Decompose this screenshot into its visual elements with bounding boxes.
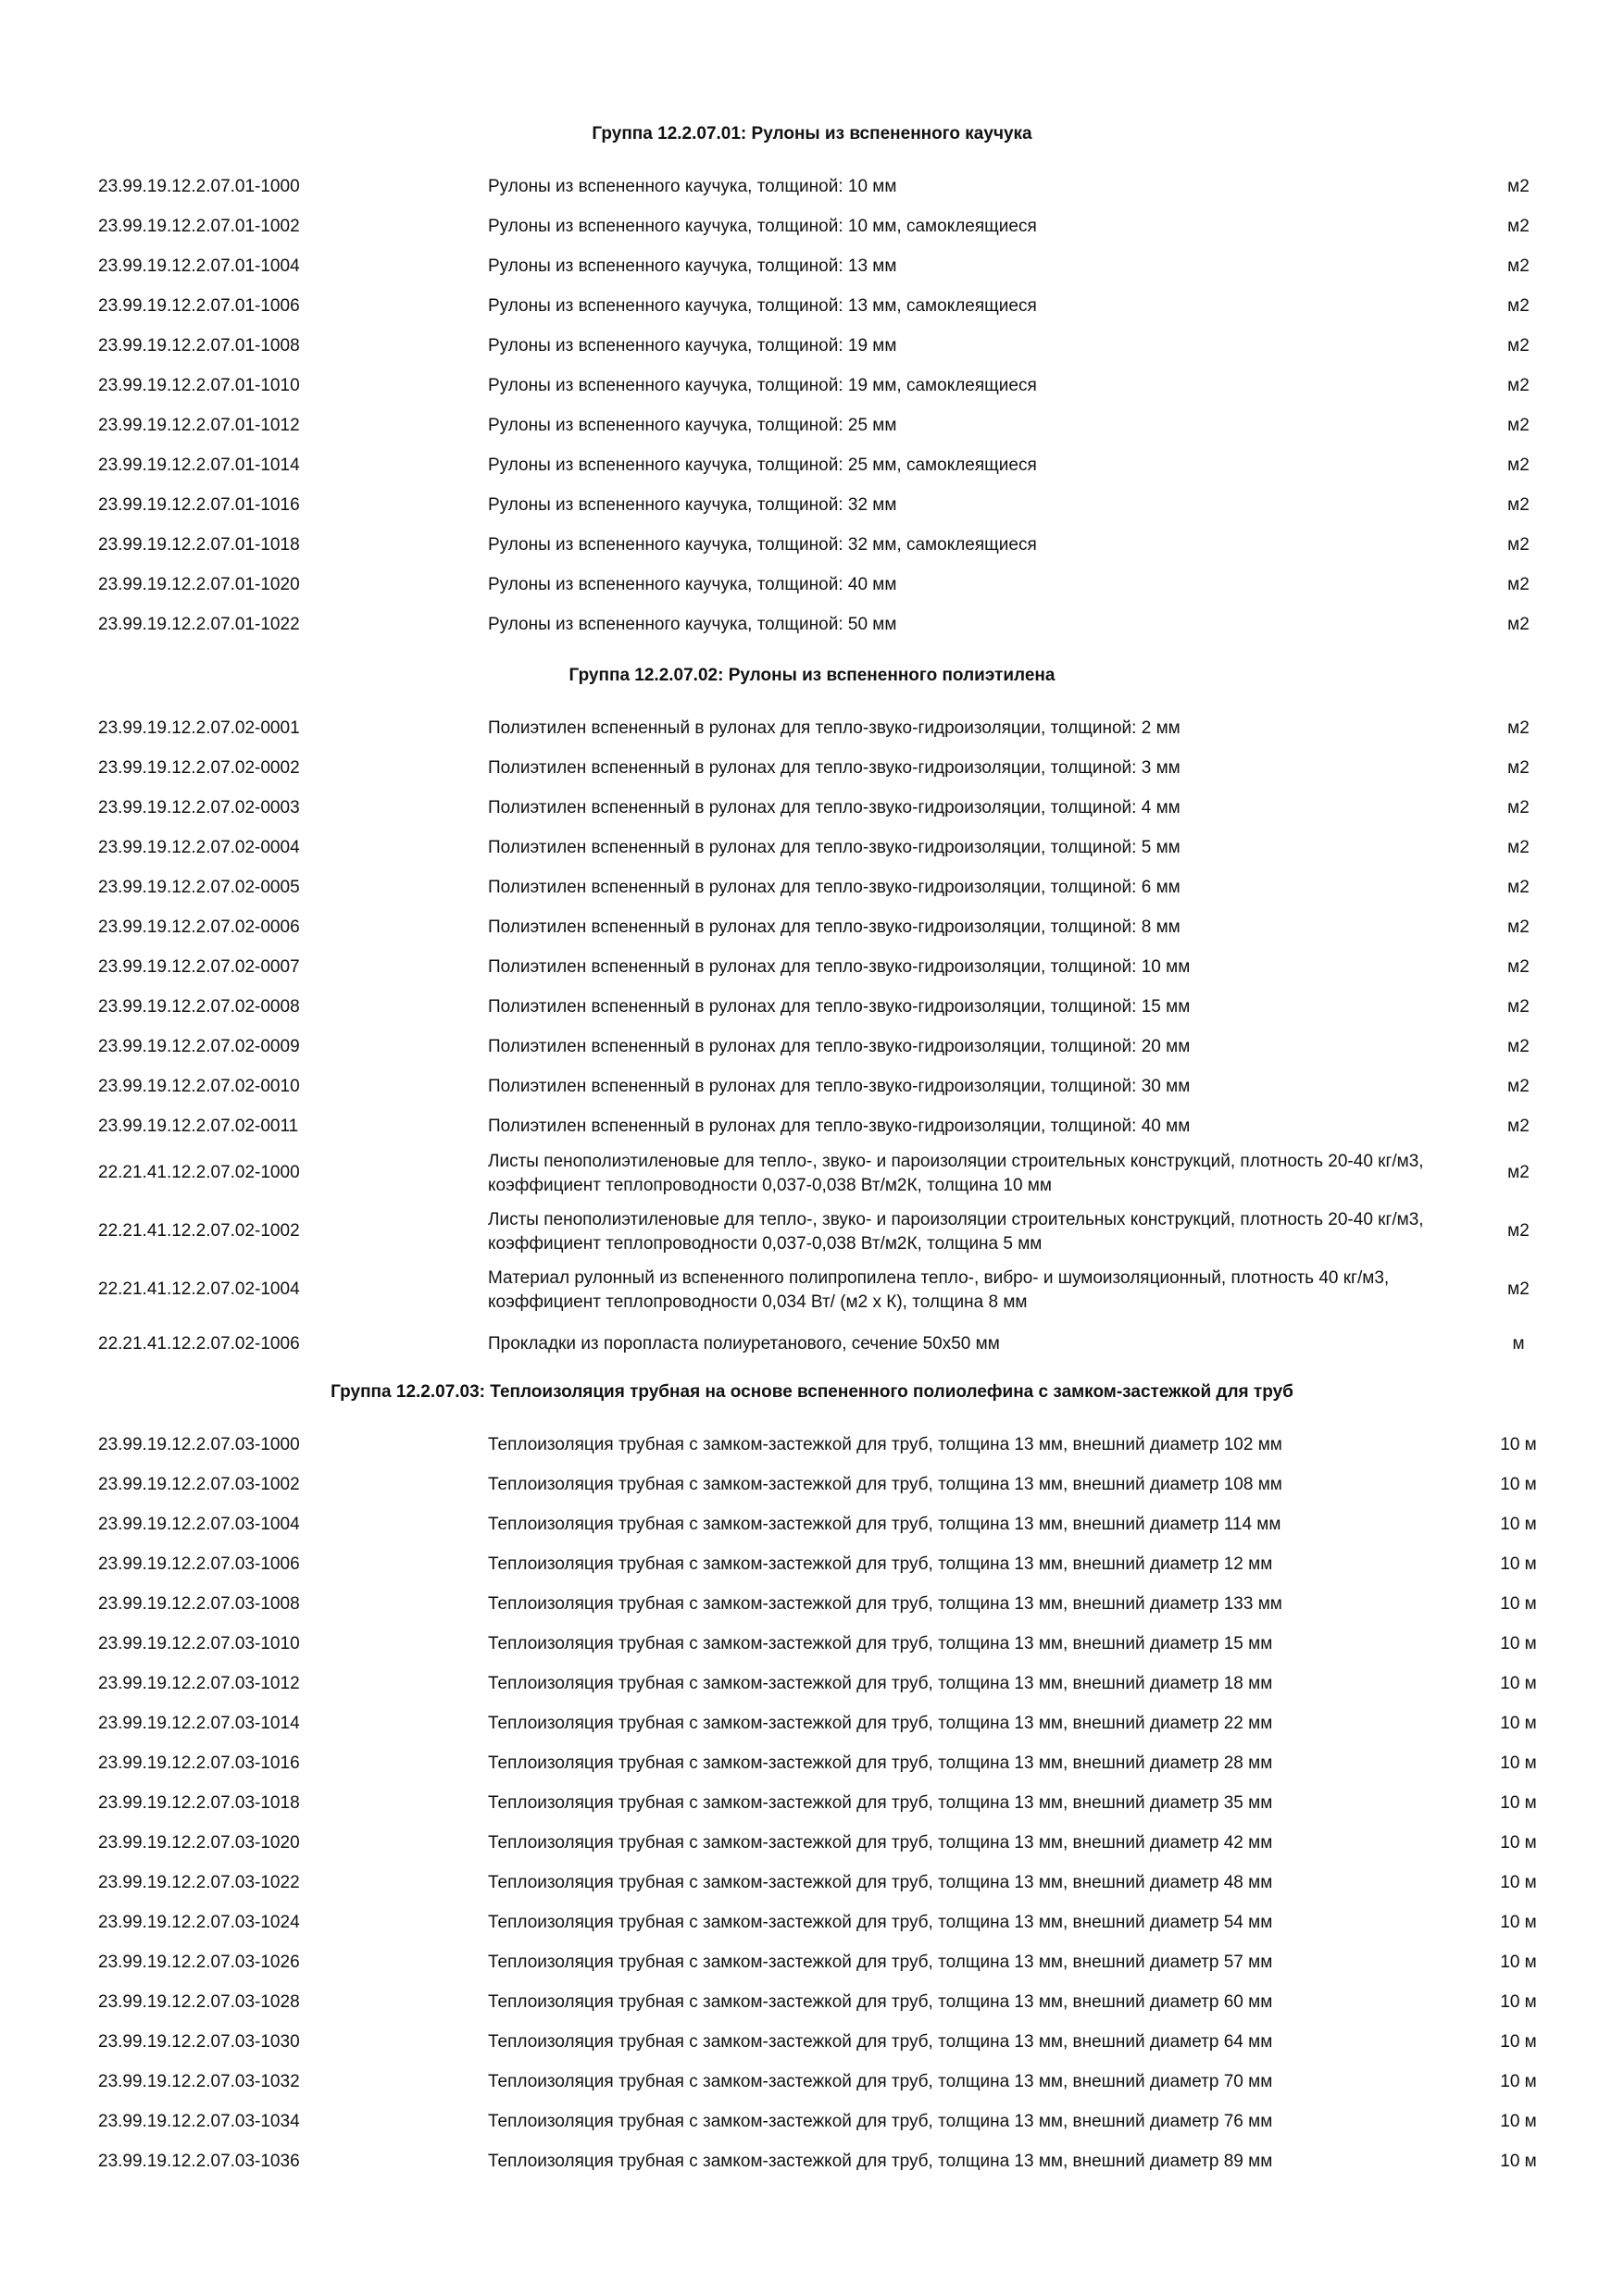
item-code: 23.99.19.12.2.07.02-0001 <box>98 718 300 738</box>
item-code: 23.99.19.12.2.07.03-1034 <box>98 2112 300 2131</box>
item-description: Рулоны из вспененного каучука, толщиной: 10 мм <box>488 177 897 196</box>
item-code: 23.99.19.12.2.07.03-1026 <box>98 1953 300 1972</box>
item-code: 23.99.19.12.2.07.02-0003 <box>98 798 300 817</box>
item-code: 23.99.19.12.2.07.01-1022 <box>98 615 300 634</box>
item-unit: м2 <box>1507 758 1530 778</box>
item-unit: м2 <box>1507 256 1530 276</box>
item-code: 23.99.19.12.2.07.02-0008 <box>98 997 300 1017</box>
item-code: 23.99.19.12.2.07.02-0006 <box>98 917 300 937</box>
item-unit: м2 <box>1507 1077 1530 1096</box>
item-description: Рулоны из вспененного каучука, толщиной: 13 мм, самоклеящиеся <box>488 296 1037 316</box>
item-description: Теплоизоляция трубная с замком-застежкой для труб, толщина 13 мм, внешний диаметр 76 мм <box>488 2112 1273 2131</box>
item-unit: м2 <box>1507 575 1530 594</box>
item-code: 23.99.19.12.2.07.03-1028 <box>98 1992 300 2012</box>
item-description: Теплоизоляция трубная с замком-застежкой для труб, толщина 13 мм, внешний диаметр 108 мм <box>488 1475 1282 1494</box>
item-code: 23.99.19.12.2.07.03-1000 <box>98 1435 300 1454</box>
item-description: Прокладки из поропласта полиуретанового, сечение 50х50 мм <box>488 1334 1000 1354</box>
item-unit: 10 м <box>1500 2032 1537 2052</box>
item-description: Полиэтилен вспененный в рулонах для тепло-звуко-гидроизоляции, толщиной: 20 мм <box>488 1037 1191 1056</box>
item-description: Полиэтилен вспененный в рулонах для тепло-звуко-гидроизоляции, толщиной: 4 мм <box>488 798 1181 817</box>
item-code: 22.21.41.12.2.07.02-1006 <box>98 1334 300 1354</box>
item-code: 23.99.19.12.2.07.01-1006 <box>98 296 300 316</box>
item-description: Рулоны из вспененного каучука, толщиной: 25 мм <box>488 416 897 435</box>
item-unit: м2 <box>1507 798 1530 817</box>
item-unit: 10 м <box>1500 1554 1537 1574</box>
item-description: Рулоны из вспененного каучука, толщиной: 32 мм <box>488 495 897 515</box>
item-code: 23.99.19.12.2.07.01-1008 <box>98 336 300 356</box>
group-title: Группа 12.2.07.03: Теплоизоляция трубная на основе вспененного полиолефина с замком-застежкой для труб <box>331 1382 1293 1402</box>
item-description: Рулоны из вспененного каучука, толщиной: 32 мм, самоклеящиеся <box>488 535 1037 555</box>
item-description: Полиэтилен вспененный в рулонах для тепло-звуко-гидроизоляции, толщиной: 8 мм <box>488 917 1181 937</box>
item-code: 23.99.19.12.2.07.03-1024 <box>98 1913 300 1932</box>
item-description: Полиэтилен вспененный в рулонах для тепло-звуко-гидроизоляции, толщиной: 10 мм <box>488 957 1191 977</box>
item-description: Полиэтилен вспененный в рулонах для тепло-звуко-гидроизоляции, толщиной: 2 мм <box>488 718 1181 738</box>
item-code: 23.99.19.12.2.07.01-1018 <box>98 535 300 555</box>
item-description: Рулоны из вспененного каучука, толщиной: 19 мм <box>488 336 897 356</box>
item-unit: 10 м <box>1500 1953 1537 1972</box>
item-code: 23.99.19.12.2.07.02-0005 <box>98 878 300 897</box>
item-description: Теплоизоляция трубная с замком-застежкой для труб, толщина 13 мм, внешний диаметр 70 мм <box>488 2072 1273 2091</box>
item-code: 23.99.19.12.2.07.01-1016 <box>98 495 300 515</box>
item-description: Полиэтилен вспененный в рулонах для тепло-звуко-гидроизоляции, толщиной: 6 мм <box>488 878 1181 897</box>
item-code: 23.99.19.12.2.07.03-1032 <box>98 2072 300 2091</box>
item-code: 23.99.19.12.2.07.03-1022 <box>98 1873 300 1892</box>
item-description: Полиэтилен вспененный в рулонах для тепло-звуко-гидроизоляции, толщиной: 15 мм <box>488 997 1191 1017</box>
item-code: 23.99.19.12.2.07.02-0010 <box>98 1077 300 1096</box>
item-code: 23.99.19.12.2.07.01-1020 <box>98 575 300 594</box>
item-unit: 10 м <box>1500 1793 1537 1813</box>
item-unit: м2 <box>1507 718 1530 738</box>
item-unit: м2 <box>1507 1117 1530 1136</box>
item-unit: м2 <box>1507 957 1530 977</box>
item-description: Теплоизоляция трубная с замком-застежкой для труб, толщина 13 мм, внешний диаметр 18 мм <box>488 1674 1273 1693</box>
item-description: Теплоизоляция трубная с замком-застежкой для труб, толщина 13 мм, внешний диаметр 89 мм <box>488 2152 1273 2171</box>
item-unit: 10 м <box>1500 2112 1537 2131</box>
item-unit: м2 <box>1507 878 1530 897</box>
item-code: 23.99.19.12.2.07.03-1010 <box>98 1634 300 1653</box>
item-code: 23.99.19.12.2.07.01-1010 <box>98 376 300 395</box>
item-unit: м2 <box>1507 416 1530 435</box>
item-unit: 10 м <box>1500 1714 1537 1733</box>
item-unit: м2 <box>1507 917 1530 937</box>
item-code: 23.99.19.12.2.07.02-0011 <box>98 1117 299 1136</box>
item-unit: м2 <box>1507 1221 1530 1241</box>
item-unit: м2 <box>1507 1279 1530 1299</box>
item-unit: м2 <box>1507 1037 1530 1056</box>
item-unit: 10 м <box>1500 1674 1537 1693</box>
item-code: 23.99.19.12.2.07.03-1002 <box>98 1475 300 1494</box>
item-unit: м2 <box>1507 838 1530 857</box>
item-description: Теплоизоляция трубная с замком-застежкой для труб, толщина 13 мм, внешний диаметр 15 мм <box>488 1634 1273 1653</box>
item-code: 23.99.19.12.2.07.01-1012 <box>98 416 300 435</box>
item-description: Полиэтилен вспененный в рулонах для тепло-звуко-гидроизоляции, толщиной: 30 мм <box>488 1077 1191 1096</box>
item-unit: 10 м <box>1500 1435 1537 1454</box>
item-unit: м <box>1512 1334 1525 1354</box>
item-unit: м2 <box>1507 376 1530 395</box>
item-code: 23.99.19.12.2.07.03-1020 <box>98 1833 300 1853</box>
item-unit: 10 м <box>1500 1913 1537 1932</box>
item-description: Рулоны из вспененного каучука, толщиной: 19 мм, самоклеящиеся <box>488 376 1037 395</box>
item-code: 23.99.19.12.2.07.01-1000 <box>98 177 300 196</box>
item-unit: м2 <box>1507 997 1530 1017</box>
item-code: 23.99.19.12.2.07.03-1004 <box>98 1515 300 1534</box>
item-description: Листы пенополиэтиленовые для тепло-, звуко- и пароизоляции строительных конструкций, плотность 20-40 кг/м3, коэффициент теплопроводности 0,037-0,038 Вт/м2К, толщина 10 мм <box>488 1152 1424 1195</box>
item-unit: м2 <box>1507 336 1530 356</box>
item-unit: м2 <box>1507 217 1530 236</box>
item-description: Теплоизоляция трубная с замком-застежкой для труб, толщина 13 мм, внешний диаметр 133 мм <box>488 1594 1282 1614</box>
item-unit: м2 <box>1507 177 1530 196</box>
item-description: Полиэтилен вспененный в рулонах для тепло-звуко-гидроизоляции, толщиной: 3 мм <box>488 758 1181 778</box>
item-unit: 10 м <box>1500 1873 1537 1892</box>
item-code: 22.21.41.12.2.07.02-1000 <box>98 1163 300 1182</box>
item-description: Теплоизоляция трубная с замком-застежкой для труб, толщина 13 мм, внешний диаметр 54 мм <box>488 1913 1273 1932</box>
item-description: Теплоизоляция трубная с замком-застежкой для труб, толщина 13 мм, внешний диаметр 64 мм <box>488 2032 1273 2052</box>
item-unit: 10 м <box>1500 1594 1537 1614</box>
item-description: Рулоны из вспененного каучука, толщиной: 10 мм, самоклеящиеся <box>488 217 1037 236</box>
item-code: 23.99.19.12.2.07.02-0002 <box>98 758 300 778</box>
item-description: Рулоны из вспененного каучука, толщиной: 40 мм <box>488 575 897 594</box>
group-title: Группа 12.2.07.01: Рулоны из вспененного каучука <box>592 124 1032 144</box>
item-description: Теплоизоляция трубная с замком-застежкой для труб, толщина 13 мм, внешний диаметр 22 мм <box>488 1714 1273 1733</box>
item-unit: м2 <box>1507 535 1530 555</box>
item-code: 23.99.19.12.2.07.03-1016 <box>98 1753 300 1773</box>
item-code: 23.99.19.12.2.07.02-0009 <box>98 1037 300 1056</box>
item-unit: 10 м <box>1500 2152 1537 2171</box>
item-code: 23.99.19.12.2.07.03-1030 <box>98 2032 300 2052</box>
item-code: 23.99.19.12.2.07.01-1002 <box>98 217 300 236</box>
item-description: Теплоизоляция трубная с замком-застежкой для труб, толщина 13 мм, внешний диаметр 35 мм <box>488 1793 1273 1813</box>
item-code: 23.99.19.12.2.07.03-1006 <box>98 1554 300 1574</box>
item-code: 23.99.19.12.2.07.03-1036 <box>98 2152 300 2171</box>
item-code: 23.99.19.12.2.07.02-0004 <box>98 838 300 857</box>
item-code: 23.99.19.12.2.07.01-1014 <box>98 455 300 475</box>
item-description: Теплоизоляция трубная с замком-застежкой для труб, толщина 13 мм, внешний диаметр 57 мм <box>488 1953 1273 1972</box>
item-description: Теплоизоляция трубная с замком-застежкой для труб, толщина 13 мм, внешний диаметр 60 мм <box>488 1992 1273 2012</box>
item-description: Рулоны из вспененного каучука, толщиной: 13 мм <box>488 256 897 276</box>
item-description: Теплоизоляция трубная с замком-застежкой для труб, толщина 13 мм, внешний диаметр 48 мм <box>488 1873 1273 1892</box>
item-unit: 10 м <box>1500 1833 1537 1853</box>
item-description: Рулоны из вспененного каучука, толщиной: 50 мм <box>488 615 897 634</box>
group-title: Группа 12.2.07.02: Рулоны из вспененного полиэтилена <box>568 666 1056 685</box>
item-code: 23.99.19.12.2.07.03-1012 <box>98 1674 300 1693</box>
item-code: 23.99.19.12.2.07.03-1014 <box>98 1714 300 1733</box>
item-unit: 10 м <box>1500 1515 1537 1534</box>
item-description: Листы пенополиэтиленовые для тепло-, звуко- и пароизоляции строительных конструкций, плотность 20-40 кг/м3, коэффициент теплопроводности 0,037-0,038 Вт/м2К, толщина 5 мм <box>488 1210 1424 1254</box>
item-code: 22.21.41.12.2.07.02-1004 <box>98 1279 300 1299</box>
item-unit: м2 <box>1507 296 1530 316</box>
item-description: Теплоизоляция трубная с замком-застежкой для труб, толщина 13 мм, внешний диаметр 42 мм <box>488 1833 1273 1853</box>
item-description: Теплоизоляция трубная с замком-застежкой для труб, толщина 13 мм, внешний диаметр 114 мм <box>488 1515 1281 1534</box>
item-unit: 10 м <box>1500 1475 1537 1494</box>
item-description: Теплоизоляция трубная с замком-застежкой для труб, толщина 13 мм, внешний диаметр 28 мм <box>488 1753 1273 1773</box>
item-unit: 10 м <box>1500 1753 1537 1773</box>
item-description: Теплоизоляция трубная с замком-застежкой для труб, толщина 13 мм, внешний диаметр 102 мм <box>488 1435 1282 1454</box>
item-description: Рулоны из вспененного каучука, толщиной: 25 мм, самоклеящиеся <box>488 455 1037 475</box>
item-unit: 10 м <box>1500 1634 1537 1653</box>
item-unit: м2 <box>1507 455 1530 475</box>
item-unit: м2 <box>1507 1163 1530 1182</box>
item-unit: м2 <box>1507 615 1530 634</box>
item-code: 23.99.19.12.2.07.03-1008 <box>98 1594 300 1614</box>
item-code: 23.99.19.12.2.07.01-1004 <box>98 256 300 276</box>
item-description: Полиэтилен вспененный в рулонах для тепло-звуко-гидроизоляции, толщиной: 40 мм <box>488 1117 1191 1136</box>
item-code: 23.99.19.12.2.07.03-1018 <box>98 1793 300 1813</box>
item-description: Теплоизоляция трубная с замком-застежкой для труб, толщина 13 мм, внешний диаметр 12 мм <box>488 1554 1273 1574</box>
item-code: 23.99.19.12.2.07.02-0007 <box>98 957 300 977</box>
item-unit: 10 м <box>1500 2072 1537 2091</box>
item-unit: 10 м <box>1500 1992 1537 2012</box>
item-unit: м2 <box>1507 495 1530 515</box>
item-description: Полиэтилен вспененный в рулонах для тепло-звуко-гидроизоляции, толщиной: 5 мм <box>488 838 1181 857</box>
item-description: Материал рулонный из вспененного полипропилена тепло-, вибро- и шумоизоляционный, плотность 40 кг/м3, коэффициент теплопроводности 0,034 Вт/ (м2 х К), толщина 8 мм <box>488 1268 1390 1312</box>
item-code: 22.21.41.12.2.07.02-1002 <box>98 1221 300 1241</box>
